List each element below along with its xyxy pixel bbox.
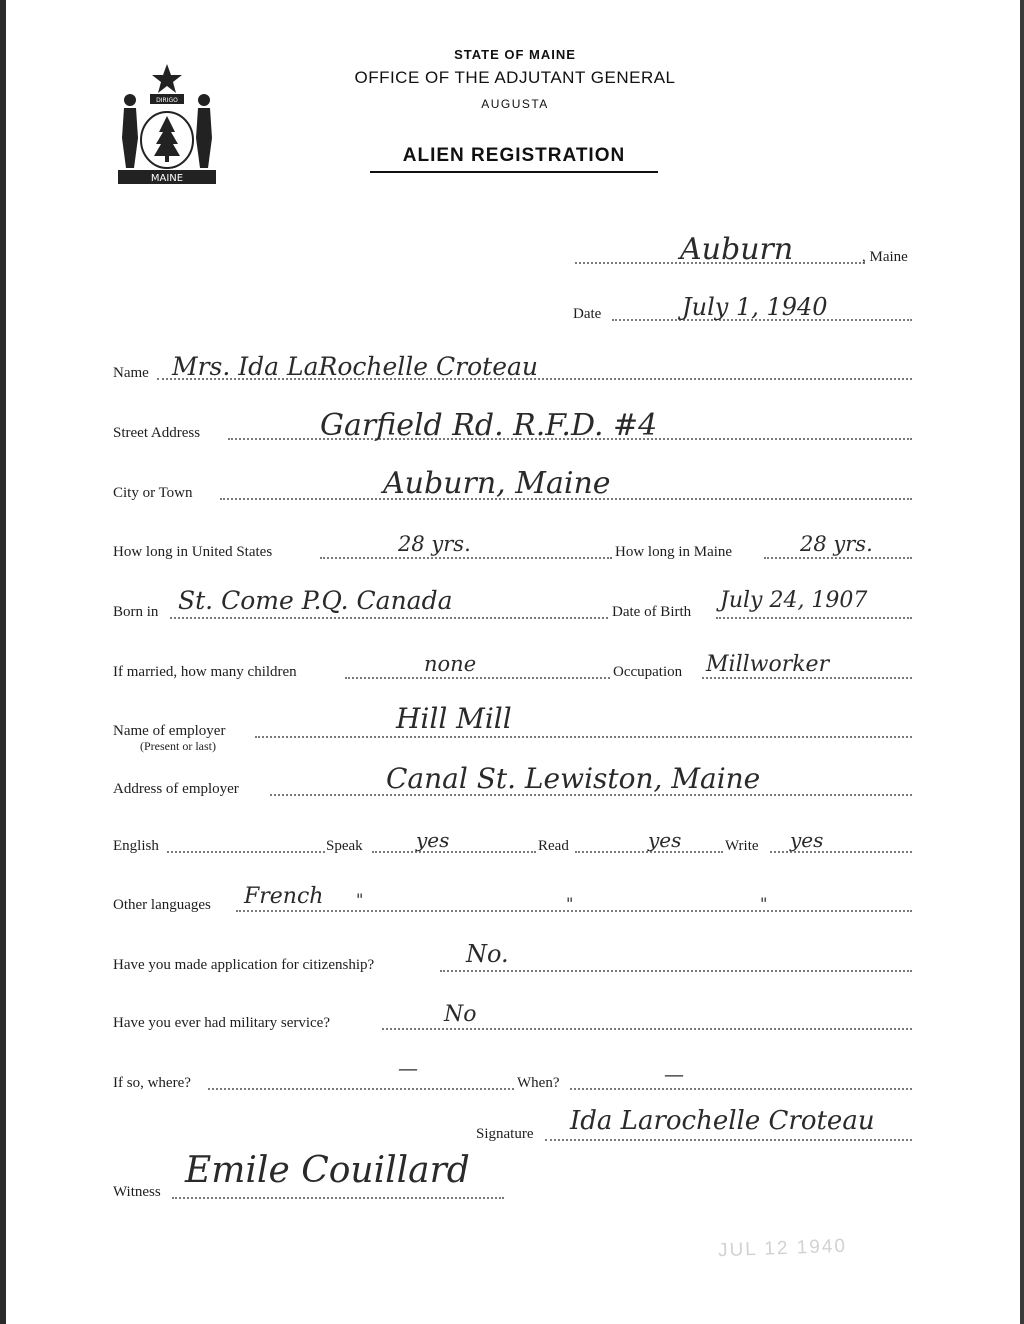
citizenship-line (440, 970, 912, 972)
form-title: ALIEN REGISTRATION (370, 145, 658, 173)
employer-address-value: Canal St. Lewiston, Maine (386, 762, 761, 795)
occupation-value: Millworker (706, 652, 830, 677)
write-label: Write (725, 838, 759, 854)
occupation-line (702, 677, 912, 679)
born-in-label: Born in (113, 604, 159, 620)
employer-value: Hill Mill (396, 702, 512, 735)
how-long-us-value: 28 yrs. (398, 532, 471, 556)
read-value: yes (648, 828, 682, 852)
address-of-employer-label: Address of employer (113, 781, 239, 797)
speak-value: yes (416, 828, 450, 852)
how-long-maine-label: How long in Maine (615, 544, 733, 560)
name-label: Name (113, 365, 149, 381)
name-value: Mrs. Ida LaRochelle Croteau (172, 352, 538, 381)
date-label: Date (573, 306, 602, 322)
other-languages-label: Other languages (113, 897, 211, 913)
street-address-value: Garfield Rd. R.F.D. #4 (320, 408, 658, 443)
place-value: Auburn (680, 232, 794, 267)
other-languages-line (236, 910, 912, 912)
scan-edge-left (0, 0, 6, 1324)
witness-value: Emile Couillard (185, 1150, 470, 1191)
other-language-3-value: " (566, 894, 574, 913)
other-language-2-value: " (356, 890, 364, 909)
employer-line (255, 736, 912, 738)
name-of-employer-label: Name of employer (113, 723, 226, 739)
military-value: No (444, 1002, 477, 1027)
born-in-value: St. Come P.Q. Canada (178, 586, 453, 615)
date-value: July 1, 1940 (682, 293, 828, 321)
children-line (345, 677, 610, 679)
present-or-last-label: (Present or last) (140, 739, 216, 753)
scan-edge-right (1020, 0, 1024, 1324)
city-or-town-value: Auburn, Maine (383, 466, 611, 501)
date-of-birth-value: July 24, 1907 (720, 588, 868, 613)
military-label: Have you ever had military service? (113, 1015, 330, 1031)
married-children-label: If married, how many children (113, 664, 297, 680)
occupation-label: Occupation (613, 664, 683, 680)
witness-line (172, 1197, 504, 1199)
when-value: — (664, 1062, 684, 1086)
write-value: yes (790, 828, 824, 852)
header-state: STATE OF MAINE (454, 47, 576, 62)
where-value: — (398, 1056, 418, 1080)
how-long-maine-line (764, 557, 912, 559)
signature-label: Signature (476, 1126, 534, 1142)
street-address-label: Street Address (113, 425, 201, 441)
when-line (570, 1088, 912, 1090)
when-label: When? (517, 1075, 560, 1091)
received-date-stamp: JUL 12 1940 (717, 1235, 848, 1262)
if-so-where-label: If so, where? (113, 1075, 191, 1091)
maine-suffix-label: , Maine (862, 249, 908, 265)
other-language-1-value: French (244, 884, 324, 909)
speak-label: Speak (326, 838, 363, 854)
signature-line (545, 1139, 912, 1141)
witness-label: Witness (113, 1184, 161, 1200)
how-long-us-label: How long in United States (113, 544, 273, 560)
svg-text:MAINE: MAINE (150, 173, 184, 184)
how-long-us-line (320, 557, 612, 559)
children-value: none (424, 652, 477, 676)
header-office: OFFICE OF THE ADJUTANT GENERAL (354, 68, 676, 87)
english-label: English (113, 838, 159, 854)
maine-state-seal (112, 58, 222, 188)
how-long-maine-value: 28 yrs. (800, 532, 873, 556)
other-language-4-value: " (760, 894, 768, 913)
signature-value: Ida Larochelle Croteau (570, 1106, 875, 1136)
svg-text:DIRIGO: DIRIGO (156, 97, 178, 104)
date-of-birth-line (716, 617, 912, 619)
read-label: Read (538, 838, 569, 854)
citizenship-value: No. (466, 940, 509, 968)
city-or-town-label: City or Town (113, 485, 193, 501)
date-of-birth-label: Date of Birth (612, 604, 692, 620)
where-line (208, 1088, 514, 1090)
born-in-line (170, 617, 608, 619)
header-city: AUGUSTA (481, 97, 549, 111)
speak-line (372, 851, 536, 853)
military-line (382, 1028, 912, 1030)
english-line (167, 851, 325, 853)
citizenship-label: Have you made application for citizenship? (113, 957, 375, 973)
